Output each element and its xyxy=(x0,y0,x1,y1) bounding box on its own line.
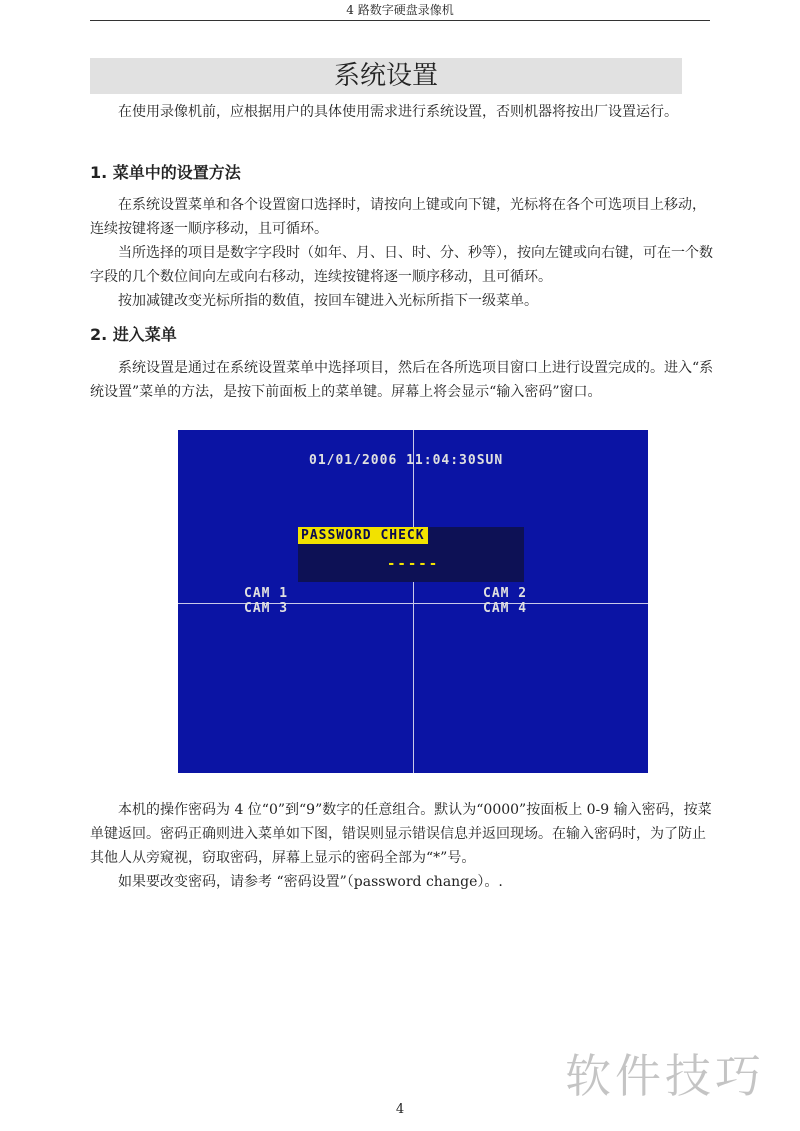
cam-label-2: CAM 2 xyxy=(483,586,528,601)
cam-label-1: CAM 1 xyxy=(244,586,289,601)
section-heading-enter-menu: 2. 进入菜单 xyxy=(90,325,177,344)
page-number: 4 xyxy=(395,1102,405,1117)
paragraph: 当所选择的项目是数字字段时（如年、月、日、时、分、秒等），按向左键或向右键，可在一个数字段的几个数位间向左或向右移动，连续按键将逐一顺序移动，且可循环。 xyxy=(90,245,713,285)
intro-paragraph: 在使用录像机前，应根据用户的具体使用需求进行系统设置，否则机器将按出厂设置运行。 xyxy=(118,104,678,120)
paragraph: 按加减键改变光标所指的数值，按回车键进入光标所指下一级菜单。 xyxy=(118,293,538,309)
cam-label-4: CAM 4 xyxy=(483,601,528,616)
section-heading-setting-method: 1. 菜单中的设置方法 xyxy=(90,163,241,182)
cam-label-3: CAM 3 xyxy=(244,601,289,616)
paragraph: 如果要改变密码，请参考 “密码设置”（password change）。. xyxy=(118,874,503,890)
paragraph: 本机的操作密码为 4 位“0”到“9”数字的任意组合。默认为“0000”按面板上 0-9 输入密码，按菜单键返回。密码正确则进入菜单如下图，错误则显示错误信息并返回现场。在输入密码时，为了防止其他人从旁窥视，窃取密码，屏幕上显示的密码全部为“*”号。 xyxy=(90,802,712,866)
password-check-title: PASSWORD CHECK xyxy=(298,527,428,544)
paragraph: 在系统设置菜单和各个设置窗口选择时，请按向上键或向下键，光标将在各个可选项目上移动，连续按键将逐一顺序移动，且可循环。 xyxy=(90,197,706,237)
page-title: 系统设置 xyxy=(90,58,682,94)
paragraph: 系统设置是通过在系统设置菜单中选择项目，然后在各所选项目窗口上进行设置完成的。进入“系统设置”菜单的方法，是按下前面板上的菜单键。屏幕上将会显示“输入密码”窗口。 xyxy=(90,360,714,400)
password-input-display: ----- xyxy=(387,556,440,572)
dvr-screen-screenshot xyxy=(178,430,648,773)
watermark: 软件技巧 xyxy=(565,1049,765,1103)
osd-datetime: 01/01/2006 11:04:30SUN xyxy=(309,453,504,468)
page-header: 4 路数字硬盘录像机 xyxy=(90,0,710,21)
quad-divider-vertical xyxy=(413,430,414,773)
